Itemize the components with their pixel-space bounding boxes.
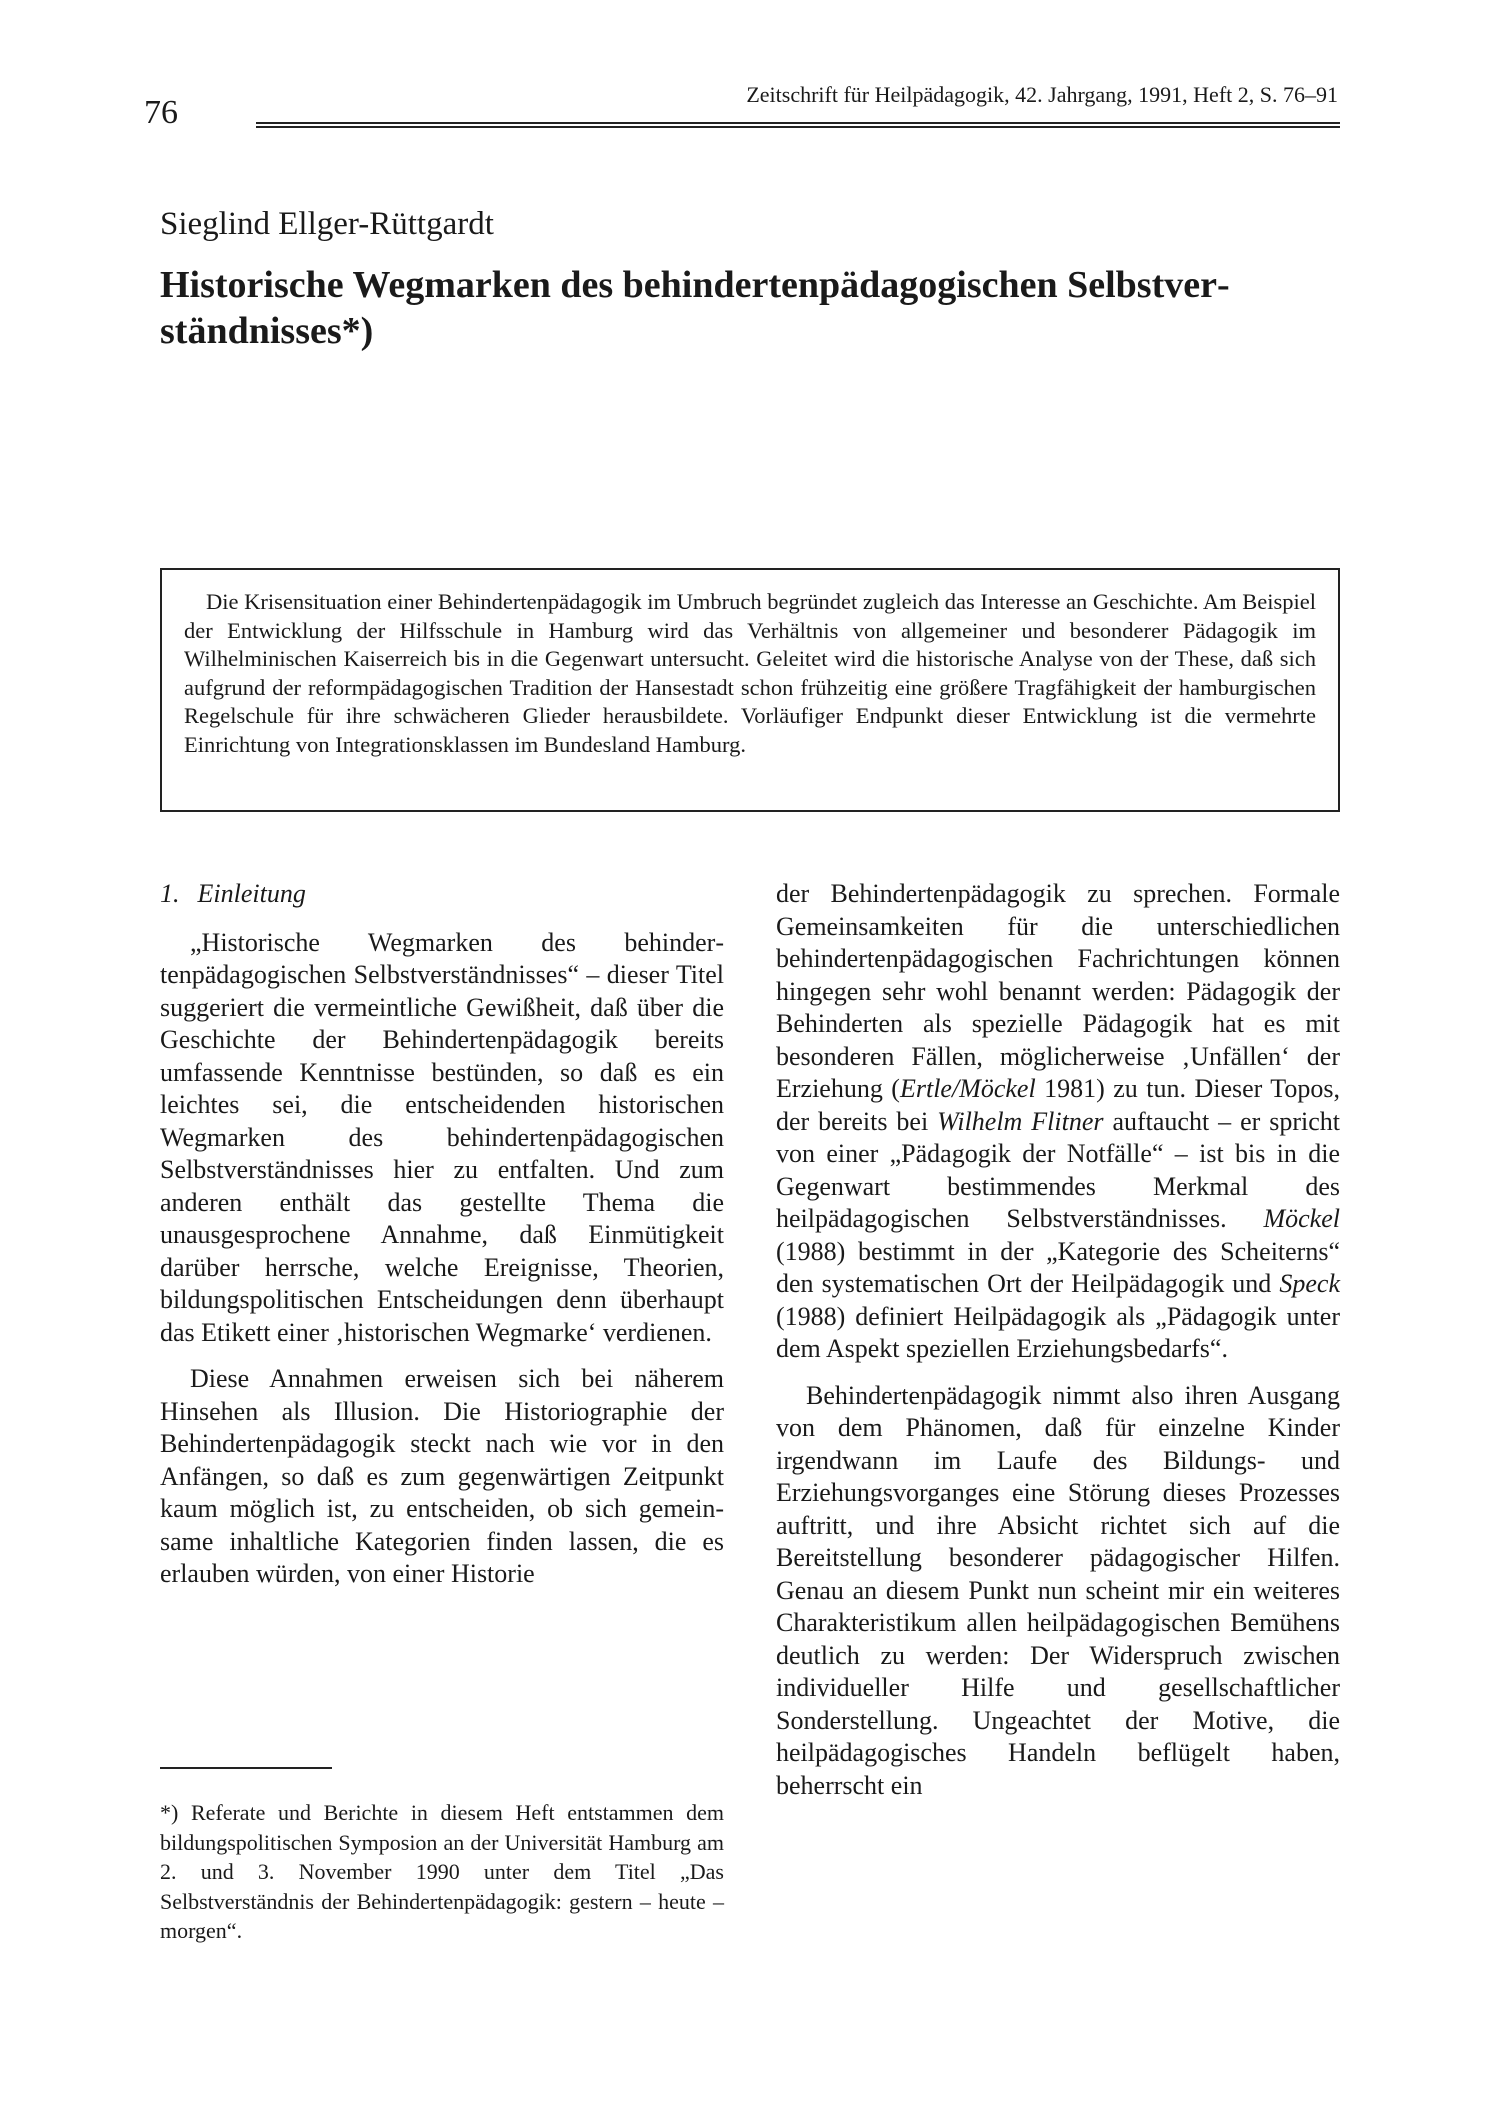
header-rule: [256, 122, 1340, 128]
right-paragraph-1: [776, 878, 1340, 1366]
journal-citation: Zeitschrift für Heilpädagogik, 42. Jahrgang, 1991, Heft 2, S. 76–91: [746, 82, 1338, 107]
left-paragraph-2: Diese Annahmen erweisen sich bei näherem Hinsehen als Illusion. Die Historiographie der Behindertenpädagogik steckt nach wie vor in den Anfängen, so daß es zum gegenwärtigen Zeitpunkt kaum möglich ist, zu entscheiden, ob sich gemeinsame inhaltliche Kategorien finden lassen, die es erlauben würden, von einer Historie: [160, 1364, 724, 1588]
left-column: [160, 878, 724, 1591]
citation-ertle-moeckel: Ertle/Möckel: [899, 1074, 1036, 1103]
citation-moeckel: Möckel: [1263, 1204, 1340, 1233]
footnote: *) Referate und Berichte in diesem Heft entstammen dem bildungspolitischen Symposion an der Universität Hamburg am 2. und 3. November 1990 unter dem Titel „Das Selbstverständnis der Behindertenpädagogik: gestern – heute – morgen“.: [160, 1800, 724, 1943]
left-paragraph-1: „Historische Wegmarken des behindertenpädagogischen Selbstverständnisses“ – dieser Titel suggeriert die vermeintliche Gewißheit, daß über die Geschichte der Behindertenpädagogik bereits umfassende Kenntnisse bestünden, so daß es ein leichtes sei, die entscheidenden historischen Wegmarken des behindertenpädagogischen Selbstverständnisses hier zu entfalten. Und zum anderen enthält das gestellte Thema die unausgesprochene Annahme, daß Einmütigkeit darüber herrsche, welche Ereignisse, Theorien, bildungspolitischen Entscheidungen denn überhaupt das Etikett einer ‚historischen Wegmarke‘ verdienen.: [160, 927, 724, 1347]
page-number: 76: [144, 94, 178, 131]
author-name: Sieglind Ellger-Rüttgardt: [160, 206, 494, 242]
section-heading: [160, 878, 724, 911]
article-title: Historische Wegmarken des behindertenpädagogischen Selbstverständnisses*): [160, 264, 1230, 352]
right-column: [776, 878, 1340, 1802]
section-title: Einleitung: [197, 879, 306, 908]
citation-wilhelm-flitner: Wilhelm Flitner: [937, 1106, 1104, 1136]
citation-speck: Speck: [1279, 1269, 1340, 1298]
section-number: 1.: [160, 879, 180, 908]
abstract-box: [160, 568, 1340, 812]
right-paragraph-1-text-e: (1988) definiert Heilpädagogik als „Pädagogik unter dem Aspekt speziellen Erziehungsbedarfs“.: [776, 1301, 1340, 1363]
right-paragraph-1-text-a: der Behindertenpädagogik zu sprechen. Formale Gemeinsamkeiten für die unterschiedlichen behindertenpädagogischen Fachrichtungen können hingegen sehr wohl benannt werden: Pädagogik der Behinderten als spezielle Pädagogik hat es mit besonderen Fällen, möglicherweise ‚Unfällen‘ der Erziehung (: [776, 879, 1340, 1103]
right-paragraph-1-text-b: 1981) zu tun. Dieser Topos, der bereits bei: [776, 1074, 1340, 1136]
abstract-text: Die Krisensituation einer Behindertenpädagogik im Umbruch begründet zugleich das Interesse an Geschichte. Am Beispiel der Entwicklung der Hilfsschule in Hamburg wird das Verhältnis von allgemeiner und besonderer Pädagogik im Wilhelminischen Kaiserreich bis in die Gegenwart untersucht. Geleitet wird die historische Analyse von der These, daß sich aufgrund der reformpädagogischen Tradition der Hansestadt schon frühzeitig eine größere Tragfähigkeit der hamburgischen Regelschule für ihre schwächeren Glieder herausbildete. Vorläufiger Endpunkt dieser Entwicklung ist die vermehrte Einrichtung von Integrationsklassen im Bundesland Hamburg.: [184, 589, 1316, 757]
right-paragraph-1-text-c: auftaucht – er spricht von einer „Pädagogik der Notfälle“ – ist bis in die Gegenwart bestimmendes Merkmal des heilpädagogischen Selbstverständnisses.: [776, 1106, 1340, 1233]
footnote-rule: [160, 1767, 332, 1769]
right-paragraph-2: Behindertenpädagogik nimmt also ihren Ausgang von dem Phänomen, daß für einzelne Kinder irgendwann im Laufe des Bildungs- und Erziehungsvorganges eine Störung dieses Prozesses auftritt, und ihre Absicht richtet sich auf die Bereitstellung besonderer pädagogischer Hilfen. Genau an diesem Punkt nun scheint mir ein weiteres Charakteristikum allen heilpädagogischen Bemühens deutlich zu werden: Der Widerspruch zwischen individueller Hilfe und gesellschaftlicher Sonderstellung. Ungeachtet der Motive, die heilpädagogisches Handeln beflügelt haben, beherrscht ein: [776, 1380, 1340, 1800]
right-paragraph-1-text-d: (1988) bestimmt in der „Kategorie des Scheiterns“ den systematischen Ort der Heilpädagogik und: [776, 1236, 1340, 1298]
